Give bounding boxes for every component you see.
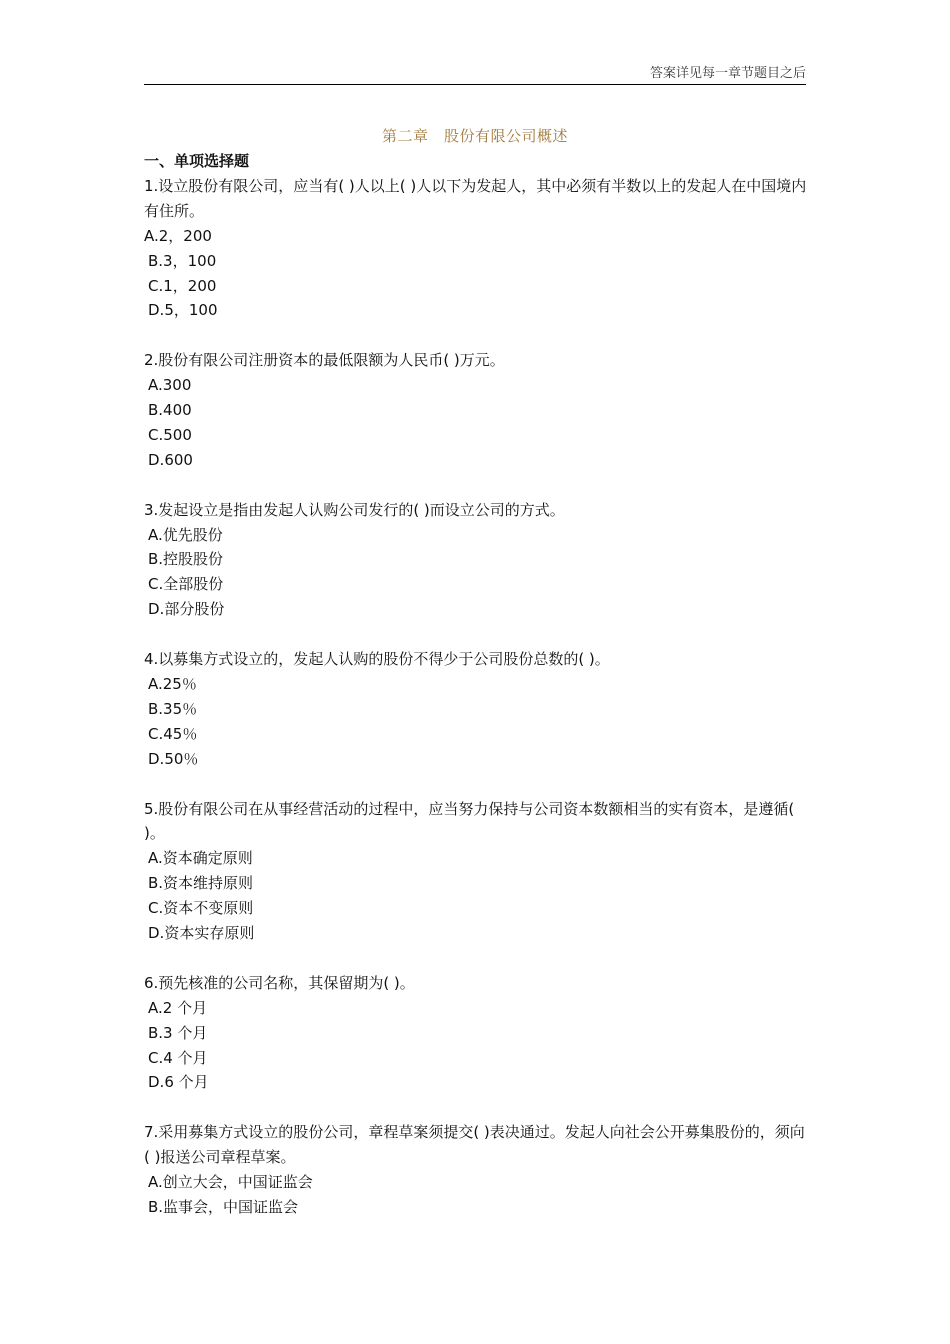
- option-c: C.45％: [148, 724, 198, 743]
- question-stem: 5.股份有限公司在从事经营活动的过程中，应当努力保持与公司资本数额相当的实有资本，是遵循( )。: [144, 799, 795, 843]
- option-a: A.优先股份: [148, 525, 223, 544]
- question-spacer: [144, 622, 809, 647]
- option-b: B.35％: [148, 699, 198, 718]
- option-c: C.1，200: [148, 276, 217, 295]
- question-stem: 4.以募集方式设立的，发起人认购的股份不得少于公司股份总数的( )。: [144, 650, 610, 669]
- question-stem: 7.采用募集方式设立的股份公司，章程草案须提交( )表决通过。发起人向社会公开募集股份的，须向( )报送公司章程草案。: [144, 1123, 805, 1167]
- option-d: D.5，100: [148, 301, 218, 320]
- question-1: [144, 174, 809, 323]
- option-b: B.监事会，中国证监会: [148, 1197, 299, 1216]
- option-a: A.2 个月: [148, 998, 208, 1017]
- option-d: D.50％: [148, 749, 199, 768]
- option-c: C.4 个月: [148, 1048, 208, 1067]
- option-d: D.部分股份: [148, 600, 225, 619]
- question-4: [144, 647, 809, 772]
- option-a: A.资本确定原则: [148, 849, 253, 868]
- option-b: B.400: [148, 401, 192, 420]
- option-b: B.控股股份: [148, 550, 224, 569]
- option-c: C.资本不变原则: [148, 899, 254, 918]
- option-c: C.全部股份: [148, 575, 224, 594]
- question-6: [144, 971, 809, 1096]
- option-a: A.25％: [148, 674, 197, 693]
- header-divider: [144, 84, 806, 85]
- question-stem: 1.设立股份有限公司，应当有( )人以上( )人以下为发起人，其中必须有半数以上的发起人在中国境内有住所。: [144, 176, 807, 220]
- option-b: B.3，100: [148, 251, 217, 270]
- question-spacer: [144, 473, 809, 498]
- question-spacer: [144, 1095, 809, 1120]
- option-b: B.3 个月: [148, 1023, 208, 1042]
- document-body: [144, 149, 809, 1220]
- option-d: D.6 个月: [148, 1073, 209, 1092]
- section-heading: 一、单项选择题: [144, 152, 250, 170]
- chapter-title: 第二章 股份有限公司概述: [381, 127, 568, 145]
- option-c: C.500: [148, 425, 192, 444]
- header-note: 答案详见每一章节题目之后: [649, 66, 806, 81]
- option-a: A.300: [148, 376, 192, 395]
- question-2: [144, 348, 809, 473]
- question-stem: 2.股份有限公司注册资本的最低限额为人民币( )万元。: [144, 351, 505, 370]
- option-d: D.资本实存原则: [148, 924, 255, 943]
- question-spacer: [144, 323, 809, 348]
- question-spacer: [144, 946, 809, 971]
- option-a: A.创立大会，中国证监会: [148, 1173, 313, 1192]
- question-3: [144, 498, 809, 623]
- question-stem: 6.预先核准的公司名称，其保留期为( )。: [144, 973, 415, 992]
- question-7: [144, 1120, 809, 1220]
- question-stem: 3.发起设立是指由发起人认购公司发行的( )而设立公司的方式。: [144, 500, 565, 519]
- question-5: [144, 797, 809, 946]
- option-d: D.600: [148, 450, 193, 469]
- option-b: B.资本维持原则: [148, 874, 254, 893]
- question-spacer: [144, 772, 809, 797]
- option-a: A.2，200: [144, 226, 212, 245]
